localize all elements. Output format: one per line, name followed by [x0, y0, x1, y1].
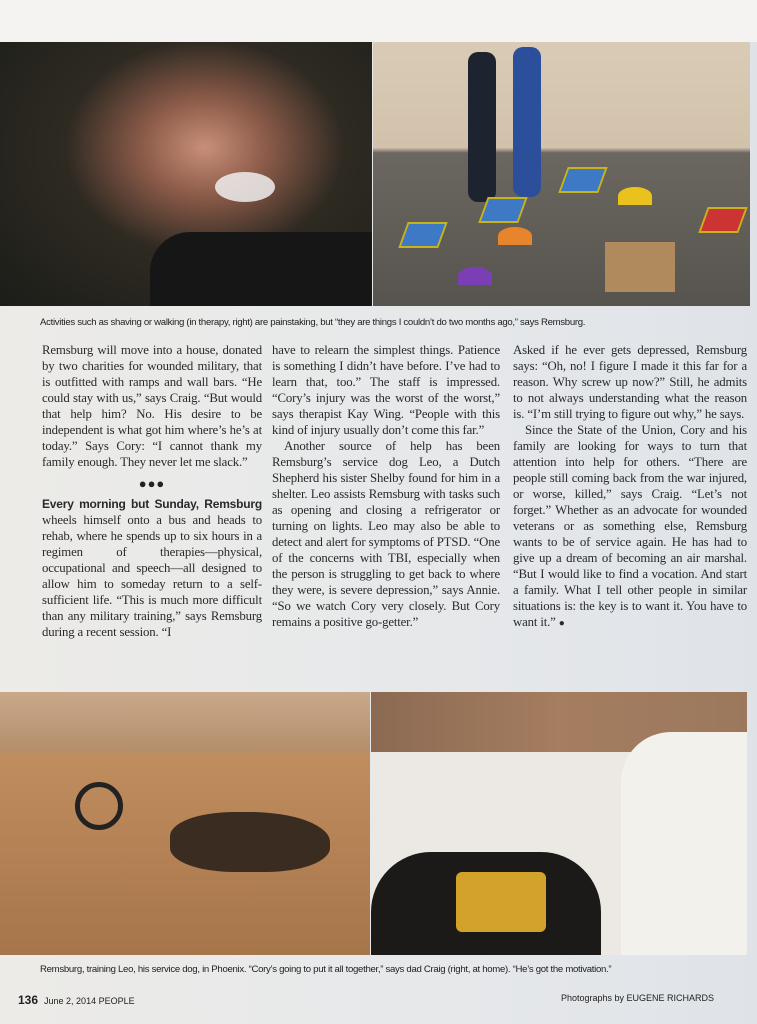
paragraph-text: Since the State of the Union, Cory and his family are looking for ways to turn that attention into help for others. “There are people still coming back from the war injured, or worse, killed,” says Craig. “Let’s not forget.” Whether as an advocate for wounded veterans or as something else, Remsburg wants to be of service again. He has had to give up a dream of becoming an air marshal. “But I would like to find a vocation. And start a family. What I tell other people in similar situations is: the key is to want it. You have to want it.” — [513, 423, 747, 629]
paragraph — [513, 422, 747, 632]
paragraph: Remsburg will move into a house, donated by two charities for wounded military, that is outfitted with ramps and wall bars. “He could stay with us,” says Craig. “But would that help him? No. His desire to be independent is what got him where’s he’s at today.” Says Cory: “I cannot thank my family enough. They never let me slack.” — [42, 343, 262, 469]
lead-in: Every morning but Sunday, Remsburg — [42, 497, 262, 511]
photo-box — [605, 242, 675, 292]
photo-cone — [458, 267, 492, 285]
page-top-margin — [0, 0, 757, 42]
issue-date: June 2, 2014 PEOPLE — [44, 996, 135, 1006]
article-column-2 — [272, 342, 500, 630]
page-number: 136 — [18, 993, 39, 1007]
paragraph: Asked if he ever gets depressed, Remsburg says: “Oh, no! I figure I made it this far for a reason. Why screw up now?” Still, he admits to not always understanding what the reason is. “I’m still trying to figure out why,” he says. — [513, 343, 747, 421]
paragraph-text: wheels himself onto a bus and heads to rehab, where he spends up to six hours in a regimen of therapies—physical, occupational and speech—all designed to allow him to someday return to a self-sufficient life. “This is much more difficult than any military training,” says Remsburg during a recent session. “I — [42, 513, 262, 639]
bottom-photo-caption: Remsburg, training Leo, his service dog, in Phoenix. “Cory’s going to put it all together,” says dad Craig (right, at home). “He’s got the motivation.” — [40, 964, 612, 975]
paragraph — [42, 496, 262, 640]
photo-dog-training — [0, 692, 370, 955]
photo-mat — [478, 197, 527, 223]
photo-ranger-logo — [456, 872, 546, 932]
photo-shaving-foam — [215, 172, 275, 202]
photo-mat — [398, 222, 447, 248]
photo-shaving — [0, 42, 372, 306]
photo-credit: Photographs by EUGENE RICHARDS — [560, 993, 714, 1003]
section-separator: ●●● — [138, 476, 166, 491]
photo-mat — [558, 167, 607, 193]
photo-walking-therapy — [373, 42, 750, 306]
photo-dog — [170, 812, 330, 872]
paragraph: Another source of help has been Remsburg’s service dog Leo, a Dutch Shepherd his sister Shelby found for him in a shelter. Leo assists Remsburg with tasks such as opening and closing a refrigerator or turning on lights. Leo may also be able to detect and alert for symptoms of PTSD. “One of the concerns with TBI, especially when the person is struggling to get back to where they were, is severe depression,” says Annie. “So we watch Cory very closely. But Cory remains a positive go-getter.” — [272, 439, 500, 629]
photo-father — [621, 732, 747, 955]
photo-therapist — [513, 47, 541, 197]
photo-mat — [698, 207, 747, 233]
photo-cone — [498, 227, 532, 245]
article-column-1 — [42, 342, 262, 640]
photo-shirt — [150, 232, 372, 306]
photo-patient — [468, 52, 496, 202]
photo-wheelchair — [75, 782, 123, 830]
page-footer-left — [18, 993, 135, 1007]
photo-father-son — [371, 692, 747, 955]
end-mark: ● — [558, 618, 565, 629]
photo-cone — [618, 187, 652, 205]
article-column-3 — [513, 342, 747, 632]
top-photo-caption: Activities such as shaving or walking (in therapy, right) are painstaking, but “they are things I couldn’t do two months ago,” says Remsburg. — [40, 317, 586, 328]
paragraph: have to relearn the simplest things. Patience is something I didn’t have before. I’ve had to learn that, too.” The staff is impressed. “Cory’s injury was the worst of the worst,” says therapist Kay Wing. “People with this kind of injury usually don’t come this far.” — [272, 343, 500, 437]
